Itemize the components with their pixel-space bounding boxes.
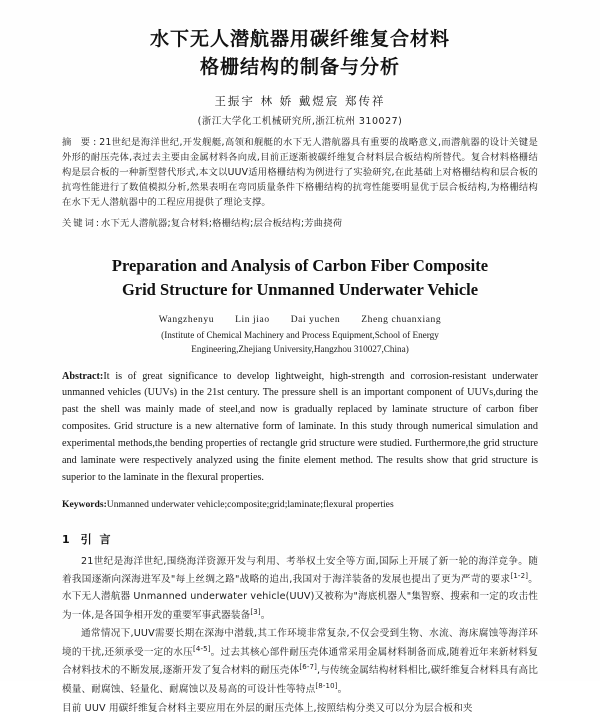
english-keywords	[62, 498, 538, 512]
paragraph: 21世纪是海洋世纪,围绕海洋资源开发与利用、考举权土安全等方面,国际上开展了新一轮的海洋竞争。随着我国逐渐向深海进军及"每上丝绸之路"战略的追出,我国对于海洋装备的发展也提出了更为严苛的要求[1-2]。水下无人潜航器 Unmanned underwater vehicle(UUV)又被称为"海底机器人"集智察、搜索和一定的攻击性为一体,是各国争相开发的重要军事武器装备[3]。	[62, 555, 538, 621]
chinese-affiliation: (浙江大学化工机械研究所,浙江杭州 310027)	[197, 116, 403, 128]
english-abstract-body: It is of great significance to develop lightweight, high-strength and corrosion-resistant underwater unmanned vehicles (UUVs) in the 21st century. The pressure shell is an important component of UUVs,during the past the shell was mainly made of steel,and now is gradually replaced by laminate structure of carbon fiber composites. Grid structure is a new alternative form of laminate. In this study through numerical simulation and experimental methods,the bending properties of rectangle grid structure were studied. Furthermore,the grid structure and laminate were respectively analyzed using the finite element method. The results show that grid structure is superior to the laminate in the flexural properties.	[62, 370, 538, 483]
section-1-body	[62, 554, 538, 717]
chinese-abstract	[62, 135, 538, 210]
english-author: Lin jiao	[235, 315, 270, 326]
chinese-keywords-body: 水下无人潜航器;复合材料;格栅结构;层合板结构;芳曲挠荷	[101, 218, 343, 230]
english-title	[62, 254, 538, 302]
english-title-line-1: Preparation and Analysis of Carbon Fiber Composite	[111, 256, 489, 276]
english-title-line-2: Grid Structure for Unmanned Underwater Vehicle	[121, 280, 479, 300]
paragraph: 目前 UUV 用碳纤维复合材料主要应用在外层的耐压壳体上,按照结构分类又可以分为层合板和夹	[62, 702, 473, 714]
english-abstract	[62, 369, 538, 487]
english-affiliation-line-2: Engineering,Zhejiang University,Hangzhou 310027,China)	[191, 343, 409, 354]
english-keywords-label: Keywords:	[62, 499, 107, 511]
section-number: 1	[62, 532, 72, 546]
chinese-title	[62, 26, 538, 81]
english-affiliation	[62, 329, 538, 357]
english-author: Wangzhenyu	[158, 315, 215, 326]
english-author: Zheng chuanxiang	[361, 315, 442, 326]
chinese-keywords	[62, 217, 538, 232]
english-author: Dai yuchen	[290, 315, 341, 326]
chinese-keywords-label: 关键词:	[62, 218, 102, 230]
chinese-abstract-label: 摘 要:	[62, 137, 100, 149]
chinese-title-line-1: 水下无人潜航器用碳纤维复合材料	[149, 28, 450, 50]
english-abstract-label: Abstract:	[62, 370, 104, 382]
paragraph: 通常情况下,UUV需要长期在深海中潜载,其工作环境非常复杂,不仅会受到生物、水流、海床腐蚀等海洋环境的干扰,还须承受一定的水压[4-5]。过去其核心部件耐压壳体通常采用金属材料制备而成,随着近年来新材料复合材料技术的不断发展,逐渐开发了复合材料的耐压壳体[6-7],与传统金属结构材料相比,碳纤维复合材料具有高比模量、耐腐蚀、轻量化、耐腐蚀以及易高的可设计性等特点[8-10]。	[62, 628, 538, 696]
chinese-authors: 王振宇 林 娇 戴煜宸 郑传祥	[214, 94, 386, 109]
english-affiliation-line-1: (Institute of Chemical Machinery and Process Equipment,School of Energy	[161, 330, 439, 341]
english-authors	[62, 315, 538, 325]
section-title: 引 言	[80, 532, 113, 546]
section-heading-1	[62, 531, 538, 547]
english-keywords-body: Unmanned underwater vehicle;composite;grid;laminate;flexural properties	[106, 499, 394, 511]
chinese-abstract-body: 21世纪是海洋世纪,开发舰艇,高领和舰艇的水下无人潜航器具有重要的战略意义,而潜航器的设计关键是外形的耐压壳体,表过去主要由金属材料各向成,目前正逐渐被碳纤维复合材料层合板结构所替代。复合材料格栅结构是层合板的一种新型替代形式,本文以UUV适用格栅结构为例进行了实验研究,在此基础上对格栅结构和层合板的抗弯性能进行了数值模拟分析,然果表明在弯同质量条件下格栅结构的抗弯性能要明显优于层合板结构,为格栅结构在水下无人潜航器中的工程应用提供了理论支撑。	[62, 137, 538, 209]
chinese-title-line-2: 格栅结构的制备与分析	[199, 55, 400, 78]
